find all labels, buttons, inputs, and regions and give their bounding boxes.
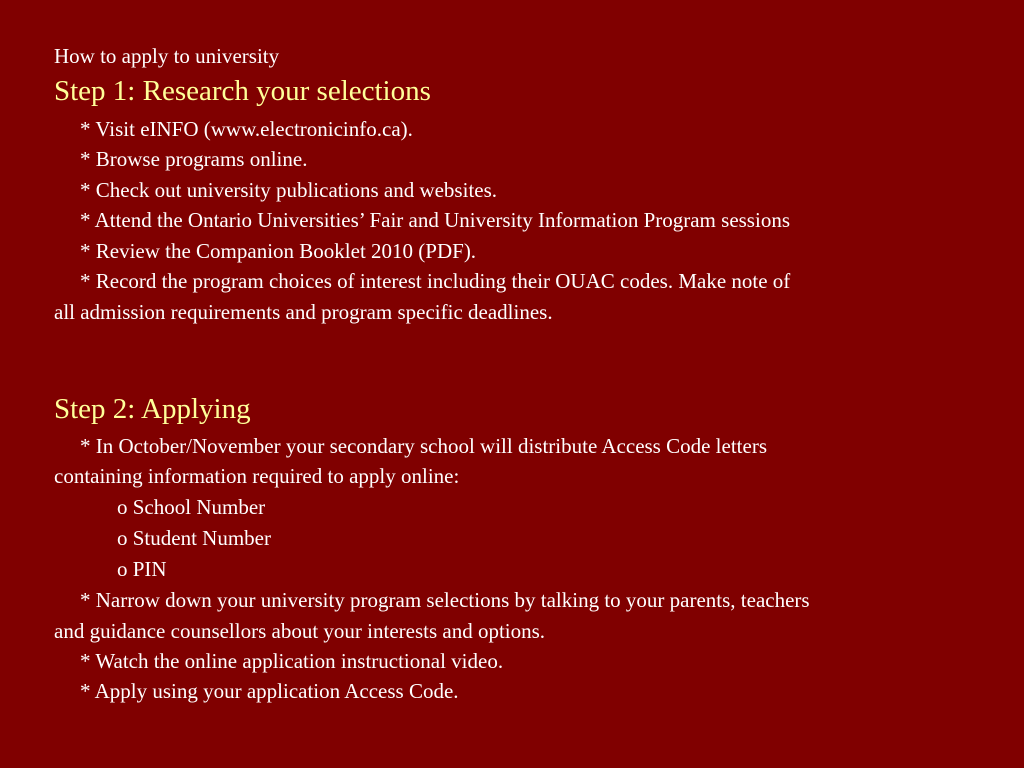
step2-subitem-pin: o PIN	[117, 557, 167, 581]
step2-item-access-code-cont: containing information required to apply online:	[54, 464, 460, 488]
step1-item-booklet: * Review the Companion Booklet 2010 (PDF).	[80, 239, 477, 263]
step1-heading: Step 1: Research your selections	[54, 75, 431, 107]
step2-item-access-code: * In October/November your secondary school will distribute Access Code letters	[80, 434, 767, 458]
step1-item-record-cont: all admission requirements and program specific deadlines.	[54, 300, 553, 324]
step2-heading: Step 2: Applying	[54, 393, 251, 425]
step1-item-fair: * Attend the Ontario Universities’ Fair and University Information Program sessions	[80, 208, 790, 232]
step1-item-einfo: * Visit eINFO (www.electronicinfo.ca).	[80, 117, 413, 141]
step2-subitem-student-number: o Student Number	[117, 526, 271, 550]
step1-item-browse: * Browse programs online.	[80, 147, 308, 171]
page-title: How to apply to university	[54, 44, 280, 68]
step2-item-narrow: * Narrow down your university program selections by talking to your parents, teachers	[80, 588, 810, 612]
step2-item-narrow-cont: and guidance counsellors about your interests and options.	[54, 619, 546, 643]
step1-item-record: * Record the program choices of interest including their OUAC codes. Make note of	[80, 269, 791, 293]
step2-subitem-school-number: o School Number	[117, 495, 266, 519]
step2-item-apply: * Apply using your application Access Code.	[80, 679, 459, 703]
step1-item-publications: * Check out university publications and websites.	[80, 178, 498, 202]
step2-item-video: * Watch the online application instructional video.	[80, 649, 504, 673]
